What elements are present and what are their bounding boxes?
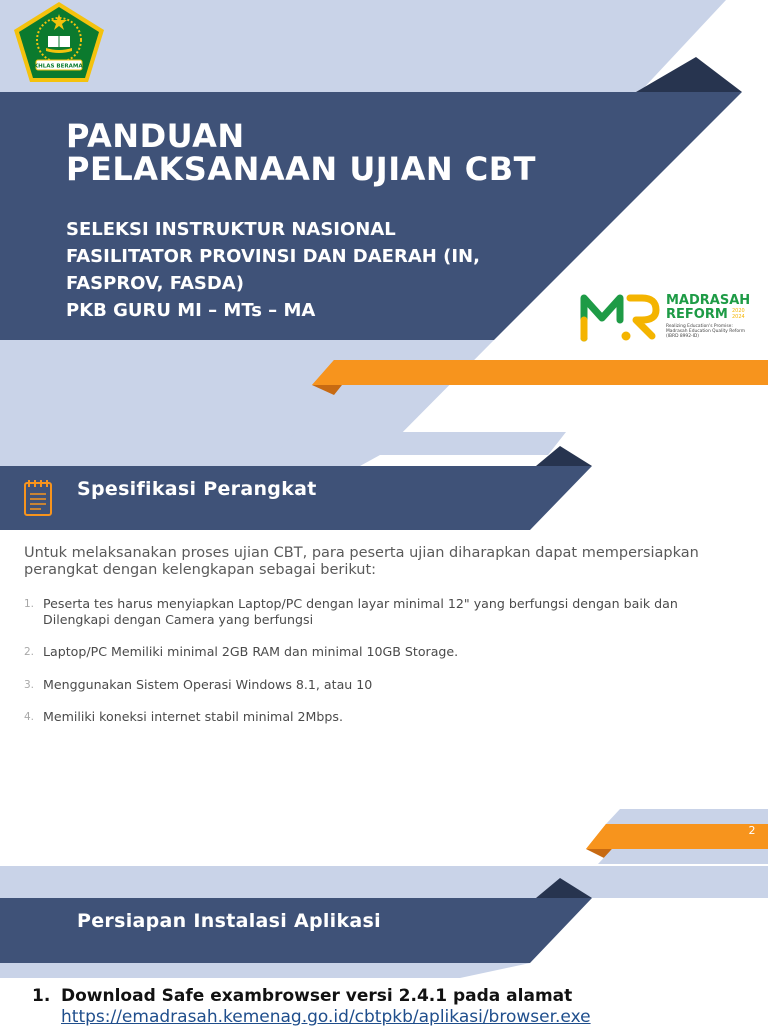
spec-item-number: 1. bbox=[24, 598, 35, 610]
page-title bbox=[66, 117, 536, 188]
title-line-1: PANDUAN bbox=[66, 117, 245, 155]
spec-item-number: 2. bbox=[24, 646, 35, 658]
orange-stripe bbox=[312, 360, 768, 385]
reform-year-start: 2020 bbox=[732, 308, 745, 314]
mid-light-strip bbox=[274, 432, 566, 455]
title-line-2: PELAKSANAAN UJIAN CBT bbox=[66, 150, 536, 188]
madrasah-word: MADRASAH bbox=[666, 293, 751, 308]
step-text: Download Safe exambrowser versi 2.4.1 pada alamat bbox=[61, 986, 573, 1006]
spec-item bbox=[24, 677, 714, 693]
reform-year-end: 2024 bbox=[732, 314, 745, 320]
install-step-1 bbox=[32, 986, 572, 1006]
spec-item bbox=[24, 644, 714, 660]
subtitle-line-4: PKB GURU MI – MTs – MA bbox=[66, 300, 316, 321]
spec-intro-text: Untuk melaksanakan proses ujian CBT, para peserta ujian diharapkan dapat mempersiapkan perangkat dengan kelengkapan sebagai berikut: bbox=[24, 545, 699, 578]
spec-item bbox=[24, 596, 714, 627]
kemenag-emblem-logo bbox=[12, 0, 106, 86]
spec-item-text: Memiliki koneksi internet stabil minimal 2Mbps. bbox=[43, 709, 343, 724]
spec-item-number: 3. bbox=[24, 678, 35, 691]
subtitle bbox=[66, 216, 526, 324]
reform-tagline-1: Realizing Education's Promise: bbox=[666, 324, 733, 329]
spec-item-text: Laptop/PC Memiliki minimal 2GB RAM dan minimal 10GB Storage. bbox=[43, 644, 459, 659]
install-section-title: Persiapan Instalasi Aplikasi bbox=[77, 910, 381, 932]
spec-list bbox=[24, 596, 714, 742]
subtitle-line-3: FASPROV, FASDA) bbox=[66, 273, 244, 294]
step-number: 1. bbox=[32, 986, 51, 1006]
spec-item-text: Menggunakan Sistem Operasi Windows 8.1, atau 10 bbox=[43, 676, 373, 692]
subtitle-line-1: SELEKSI INSTRUKTUR NASIONAL bbox=[66, 219, 396, 240]
emblem-ribbon-text: IKHLAS BERAMAL bbox=[31, 63, 87, 70]
reform-tagline-2: Madrasah Education Quality Reform bbox=[666, 329, 746, 334]
reform-word: REFORM bbox=[666, 307, 728, 322]
browser-download-link[interactable]: https://emadrasah.kemenag.go.id/cbtpkb/aplikasi/browser.exe bbox=[61, 1007, 591, 1027]
spec-item-text: Peserta tes harus menyiapkan Laptop/PC dengan layar minimal 12" yang berfungsi dengan baik dan Dilengkapi dengan Camera yang berfungsi bbox=[43, 596, 678, 627]
reform-tagline-3: (IBRD 8992-ID) bbox=[666, 334, 699, 339]
spec-item-number: 4. bbox=[24, 711, 35, 723]
subtitle-line-2: FASILITATOR PROVINSI DAN DAERAH (IN, bbox=[66, 246, 480, 267]
slide3-light-band bbox=[0, 866, 768, 898]
madrasah-reform-logo bbox=[580, 290, 760, 346]
notepad-icon bbox=[23, 479, 53, 517]
spec-section-title: Spesifikasi Perangkat bbox=[77, 478, 317, 500]
top-light-band bbox=[0, 0, 726, 92]
page-number: 2 bbox=[748, 824, 756, 837]
spec-item bbox=[24, 709, 714, 725]
